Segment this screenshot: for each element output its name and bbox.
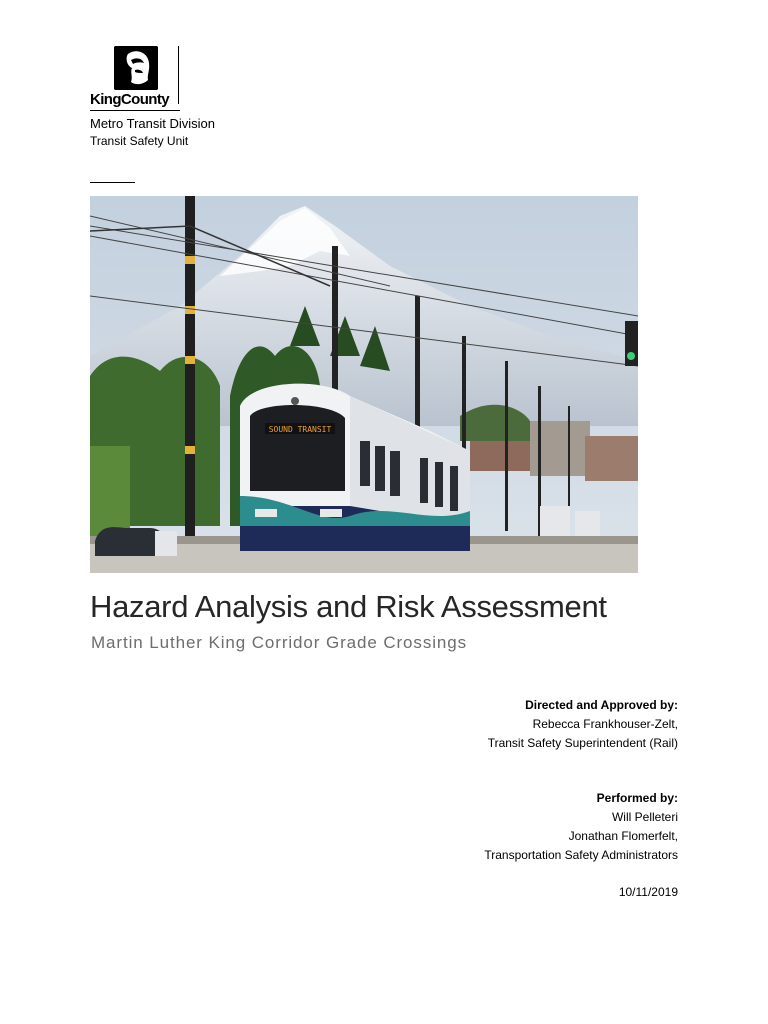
section-divider: [90, 182, 135, 183]
performed-heading: Performed by:: [596, 791, 678, 805]
approver-name: Rebecca Frankhouser-Zelt,: [532, 717, 678, 731]
performer-name: Will Pelleteri: [611, 810, 678, 824]
performer-role: Transportation Safety Administrators: [484, 848, 678, 862]
document-title: Hazard Analysis and Risk Assessment: [90, 589, 607, 624]
train-destination-sign: SOUND TRANSIT: [268, 425, 332, 434]
division-name: Metro Transit Division: [90, 116, 215, 131]
approver-role: Transit Safety Superintendent (Rail): [487, 736, 678, 750]
logo-wordmark: KingCounty: [90, 91, 169, 108]
king-county-logo: [90, 44, 182, 114]
performer-name: Jonathan Flomerfelt,: [568, 829, 678, 843]
king-county-portrait-logo-icon: [114, 46, 158, 90]
credits-block: [484, 696, 678, 902]
logo-divider: [178, 46, 179, 104]
document-subtitle: Martin Luther King Corridor Grade Crossings: [91, 633, 468, 652]
document-date: 10/11/2019: [618, 885, 678, 899]
logo-underline: [90, 110, 180, 111]
approval-heading: Directed and Approved by:: [525, 698, 678, 712]
unit-name: Transit Safety Unit: [90, 134, 189, 148]
cover-photo: [90, 196, 638, 573]
